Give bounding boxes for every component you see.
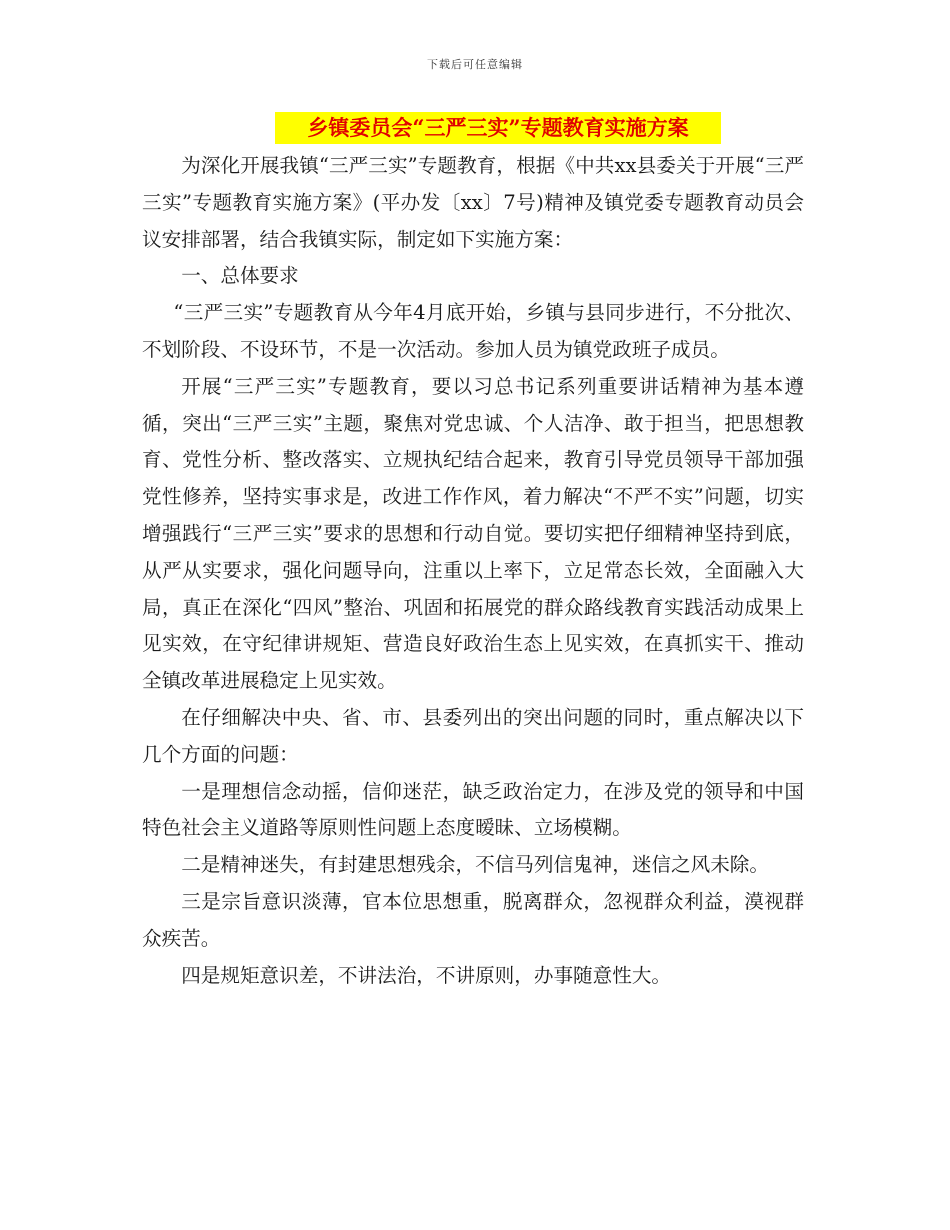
paragraph-problem-2: 二是精神迷失，有封建思想残余，不信马列信鬼神，迷信之风未除。: [181, 853, 769, 877]
paragraph-problem-3: 三是宗旨意识淡薄，官本位思想重，脱离群众，忽视群众利益，漠视群众疾苦。: [142, 889, 804, 950]
paragraph-schedule: “三严三实”专题教育从今年4月底开始，乡镇与县同步进行，不分批次、不划阶段、不设环节，不是一次活动。参加人员为镇党政班子成员。: [142, 301, 804, 361]
document-body: [142, 148, 804, 994]
document-title: 乡镇委员会“三严三实”专题教育实施方案: [275, 112, 721, 144]
paragraph-guidelines: 开展“三严三实”专题教育，要以习总书记系列重要讲话精神为基本遵循，突出“三严三实”主题，聚焦对党忠诚、个人洁净、敢于担当，把思想教育、党性分析、整改落实、立规执纪结合起来，教育引导党员领导干部加强党性修养，坚持实事求是，改进工作作风，着力解决“不严不实”问题，切实增强践行“三严三实”要求的思想和行动自觉。要切实把仔细精神坚持到底，从严从实要求，强化问题导向，注重以上率下，立足常态长效，全面融入大局，真正在深化“四风”整治、巩固和拓展党的群众路线教育实践活动成果上见实效，在守纪律讲规矩、营造良好政治生态上见实效，在真抓实干、推动全镇改革进展稳定上见实效。: [142, 374, 804, 693]
paragraph-problem-4: 四是规矩意识差，不讲法治，不讲原则，办事随意性大。: [181, 963, 672, 987]
section-heading-overall-requirements: 一、总体要求: [181, 264, 299, 288]
paragraph-problem-1: 一是理想信念动摇，信仰迷茫，缺乏政治定力，在涉及党的领导和中国特色社会主义道路等原则性问题上态度暧昧、立场模糊。: [142, 779, 804, 840]
paragraph-problems-intro: 在仔细解决中央、省、市、县委列出的突出问题的同时，重点解决以下几个方面的问题：: [142, 705, 804, 766]
paragraph-intro: 为深化开展我镇“三严三实”专题教育，根据《中共xx县委关于开展“三严三实”专题教育实施方案》(平办发〔xx〕7号)精神及镇党委专题教育动员会议安排部署，结合我镇实际，制定如下实施方案：: [142, 154, 804, 251]
header-note: 下载后可任意编辑: [427, 58, 523, 71]
